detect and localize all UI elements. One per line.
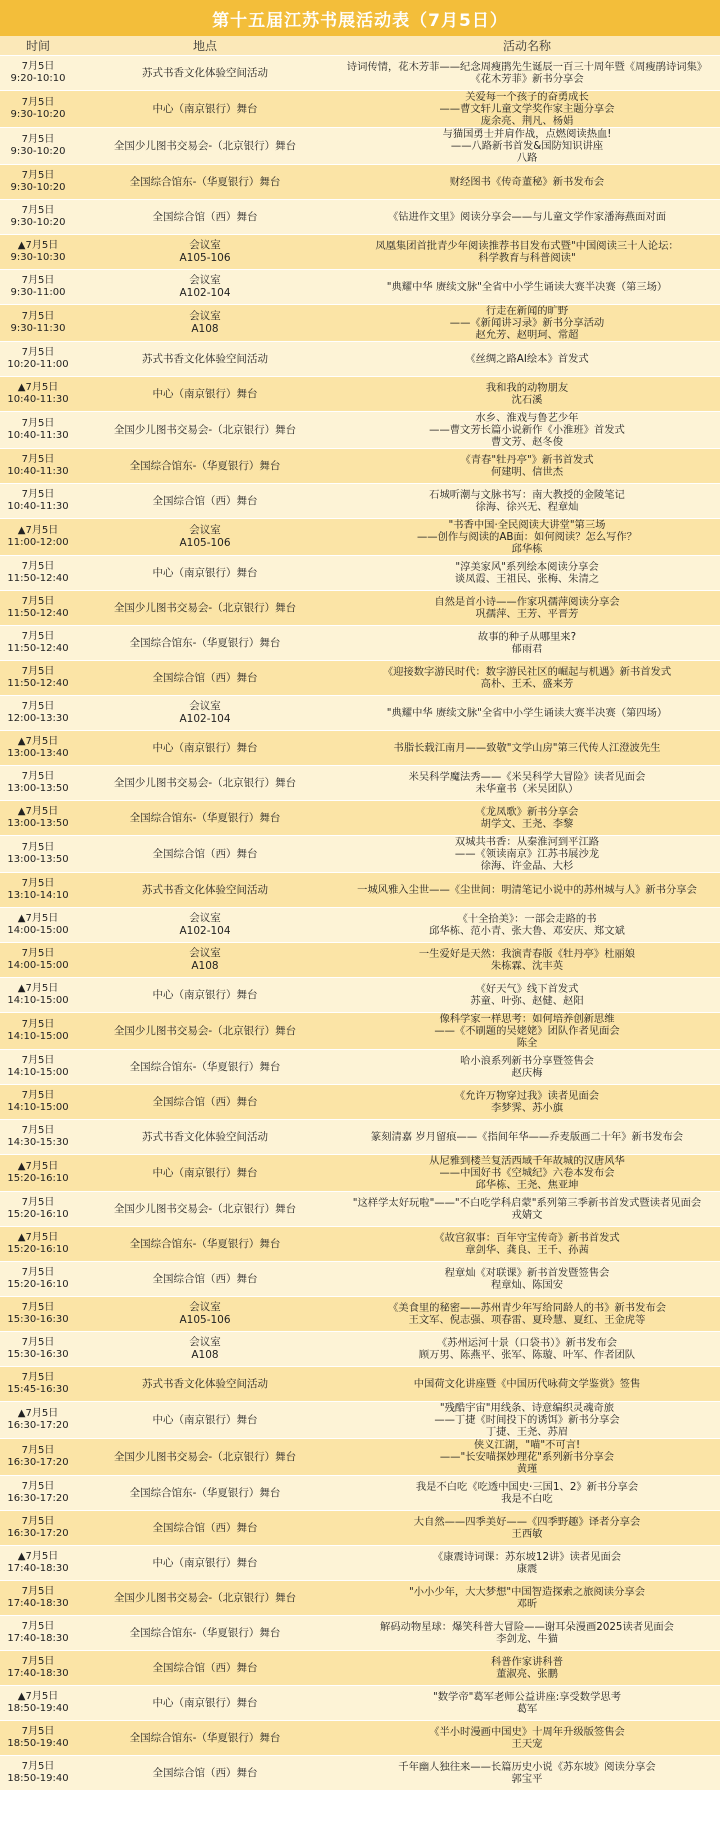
activity-cell: 程章灿《对联课》新书首发暨签售会 程章灿、陈国安 xyxy=(334,1262,720,1297)
activity-cell: 书脂长载江南月——致敬"文学山房"第三代传人江澄波先生 xyxy=(334,731,720,766)
activity-cell: "这样学太好玩啦"——"不白吃学科启蒙"系列第三季新书首发式暨读者见面会 戎婧文 xyxy=(334,1192,720,1227)
activity-cell: 科普作家讲科普 董淑亮、张鹏 xyxy=(334,1651,720,1686)
table-row xyxy=(0,1651,720,1686)
table-row xyxy=(0,1227,720,1262)
venue-cell: 会议室 A105-106 xyxy=(76,519,334,556)
time-cell: 7月5日 16:30-17:20 xyxy=(0,1439,76,1476)
activity-cell: 侠义江湖，"喵"不可言! ——"长安喵探妙理花"系列新书分享会 黄瑾 xyxy=(334,1439,720,1476)
venue-cell: 全国综合馆（西）舞台 xyxy=(76,1511,334,1546)
table-row xyxy=(0,591,720,626)
venue-cell: 全国综合馆（西）舞台 xyxy=(76,1262,334,1297)
time-cell: 7月5日 16:30-17:20 xyxy=(0,1476,76,1511)
time-cell: 7月5日 10:40-11:30 xyxy=(0,412,76,449)
time-cell: 7月5日 14:00-15:00 xyxy=(0,943,76,978)
activity-cell: 大自然——四季美好——《四季野趣》译者分享会 王西敏 xyxy=(334,1511,720,1546)
column-header-time: 时间 xyxy=(0,36,76,56)
table-row xyxy=(0,1297,720,1332)
time-cell: 7月5日 17:40-18:30 xyxy=(0,1616,76,1651)
table-row xyxy=(0,1546,720,1581)
activity-cell: 《美食里的秘密——苏州青少年写给同龄人的书》新书发布会 王文军、倪志强、项春雷、夏玲慧、夏红、王金虎等 xyxy=(334,1297,720,1332)
table-row xyxy=(0,1367,720,1402)
venue-cell: 苏式书香文化体验空间活动 xyxy=(76,342,334,377)
table-row xyxy=(0,731,720,766)
table-row xyxy=(0,56,720,91)
table-row xyxy=(0,1476,720,1511)
table-row xyxy=(0,412,720,449)
venue-cell: 会议室 A108 xyxy=(76,1332,334,1367)
activity-cell: 《十全拾美》：一部会走路的书 邱华栋、范小青、张大鲁、邓安庆、郑文斌 xyxy=(334,908,720,943)
activity-cell: 《青春"牡丹亭"》新书首发式 何建明、信世杰 xyxy=(334,449,720,484)
table-row xyxy=(0,873,720,908)
table-header xyxy=(0,36,720,56)
activity-cell: "数学帝"葛军老师公益讲座:享受数学思考 葛军 xyxy=(334,1686,720,1721)
table-row xyxy=(0,626,720,661)
page-title: 第十五届江苏书展活动表（7月5日） xyxy=(212,10,508,31)
venue-cell: 全国少儿图书交易会-（北京银行）舞台 xyxy=(76,128,334,165)
column-header-venue: 地点 xyxy=(76,36,334,56)
table-row xyxy=(0,1120,720,1155)
time-cell: ▲7月5日 14:10-15:00 xyxy=(0,978,76,1013)
time-cell: ▲7月5日 13:00-13:50 xyxy=(0,801,76,836)
venue-cell: 中心（南京银行）舞台 xyxy=(76,1155,334,1192)
table-row xyxy=(0,200,720,235)
table-row xyxy=(0,661,720,696)
table-row xyxy=(0,1085,720,1120)
time-cell: ▲7月5日 9:30-10:30 xyxy=(0,235,76,270)
venue-cell: 中心（南京银行）舞台 xyxy=(76,1402,334,1439)
venue-cell: 全国综合馆（西）舞台 xyxy=(76,1756,334,1791)
venue-cell: 苏式书香文化体验空间活动 xyxy=(76,1367,334,1402)
activity-cell: 一生爱好是天然：我演青春版《牡丹亭》杜丽娘 朱栋霖、沈丰英 xyxy=(334,943,720,978)
table-row xyxy=(0,908,720,943)
venue-cell: 全国综合馆（西）舞台 xyxy=(76,200,334,235)
time-cell: 7月5日 11:50-12:40 xyxy=(0,591,76,626)
venue-cell: 会议室 A108 xyxy=(76,305,334,342)
time-cell: 7月5日 12:00-13:30 xyxy=(0,696,76,731)
activity-cell: 《苏州运河十景（口袋书）》新书发布会 顾万男、陈燕平、张军、陈璇、叶军、作者团队 xyxy=(334,1332,720,1367)
venue-cell: 会议室 A102-104 xyxy=(76,696,334,731)
venue-cell: 全国综合馆（西）舞台 xyxy=(76,661,334,696)
time-cell: 7月5日 10:20-11:00 xyxy=(0,342,76,377)
venue-cell: 苏式书香文化体验空间活动 xyxy=(76,56,334,91)
time-cell: 7月5日 17:40-18:30 xyxy=(0,1651,76,1686)
time-cell: 7月5日 16:30-17:20 xyxy=(0,1511,76,1546)
time-cell: 7月5日 17:40-18:30 xyxy=(0,1581,76,1616)
table-row xyxy=(0,1616,720,1651)
table-row xyxy=(0,1721,720,1756)
activity-cell: 与猫国勇士并肩作战，点燃阅读热血! ——八路新书首发&国防知识讲座 八路 xyxy=(334,128,720,165)
time-cell: 7月5日 18:50-19:40 xyxy=(0,1721,76,1756)
time-cell: 7月5日 14:10-15:00 xyxy=(0,1085,76,1120)
venue-cell: 全国综合馆东-（华夏银行）舞台 xyxy=(76,626,334,661)
activity-cell: 《康震诗词课：苏东坡12讲》读者见面会 康震 xyxy=(334,1546,720,1581)
activity-cell: "小小少年，大大梦想"中国智造探索之旅阅读分享会 邓昕 xyxy=(334,1581,720,1616)
table-row xyxy=(0,943,720,978)
table-row xyxy=(0,1756,720,1791)
venue-cell: 全国综合馆东-（华夏银行）舞台 xyxy=(76,449,334,484)
table-row xyxy=(0,1439,720,1476)
venue-cell: 全国少儿图书交易会-（北京银行）舞台 xyxy=(76,1013,334,1050)
table-row xyxy=(0,1262,720,1297)
time-cell: 7月5日 14:10-15:00 xyxy=(0,1013,76,1050)
activity-cell: "残酷宇宙"用线条、诗意编织灵魂奇旅 ——丁捷《时间投下的诱饵》新书分享会 丁捷、王尧、苏眉 xyxy=(334,1402,720,1439)
venue-cell: 中心（南京银行）舞台 xyxy=(76,91,334,128)
time-cell: 7月5日 9:30-10:20 xyxy=(0,200,76,235)
activity-cell: 双城共书香：从秦淮河到平江路 ——《领读南京》江苏书展沙龙 徐海、许金晶、大杉 xyxy=(334,836,720,873)
time-cell: 7月5日 18:50-19:40 xyxy=(0,1756,76,1791)
activity-cell: 《故宫叙事：百年守宝传奇》新书首发式 章剑华、龚良、王千、孙茜 xyxy=(334,1227,720,1262)
activity-cell: 从尼雅到楼兰复活西域千年故城的汉唐风华 ——中国好书《空城纪》六卷本发布会 邱华栋、王尧、焦亚坤 xyxy=(334,1155,720,1192)
table-row xyxy=(0,696,720,731)
activity-cell: 《好天气》线下首发式 苏童、叶弥、赵健、赵阳 xyxy=(334,978,720,1013)
venue-cell: 全国综合馆东-（华夏银行）舞台 xyxy=(76,1721,334,1756)
venue-cell: 中心（南京银行）舞台 xyxy=(76,556,334,591)
venue-cell: 会议室 A105-106 xyxy=(76,1297,334,1332)
activity-cell: "书香中国·全民阅读大讲堂"第三场 ——创作与阅读的AB面：如何阅读？怎么写作？ 邱华栋 xyxy=(334,519,720,556)
table-row xyxy=(0,449,720,484)
table-row xyxy=(0,1511,720,1546)
venue-cell: 全国少儿图书交易会-（北京银行）舞台 xyxy=(76,766,334,801)
venue-cell: 全国综合馆东-（华夏银行）舞台 xyxy=(76,1050,334,1085)
time-cell: 7月5日 15:20-16:10 xyxy=(0,1192,76,1227)
venue-cell: 会议室 A108 xyxy=(76,943,334,978)
activity-cell: 我是不白吃《吃透中国史·三国1、2》新书分享会 我是不白吃 xyxy=(334,1476,720,1511)
table-row xyxy=(0,1332,720,1367)
time-cell: 7月5日 9:20-10:10 xyxy=(0,56,76,91)
activity-cell: 《钻进作文里》阅读分享会——与儿童文学作家潘海燕面对面 xyxy=(334,200,720,235)
activity-cell: 关爱每一个孩子的奋勇成长 ——曹文轩儿童文学奖作家主题分享会 庞余亮、荆凡、杨娟 xyxy=(334,91,720,128)
time-cell: ▲7月5日 17:40-18:30 xyxy=(0,1546,76,1581)
venue-cell: 会议室 A102-104 xyxy=(76,908,334,943)
activity-cell: 故事的种子从哪里来? 郁雨君 xyxy=(334,626,720,661)
time-cell: 7月5日 13:00-13:50 xyxy=(0,766,76,801)
activity-cell: 中国荷文化讲座暨《中国历代咏荷文学鉴赏》签售 xyxy=(334,1367,720,1402)
venue-cell: 全国综合馆（西）舞台 xyxy=(76,836,334,873)
header-row xyxy=(0,36,720,56)
time-cell: 7月5日 13:10-14:10 xyxy=(0,873,76,908)
time-cell: ▲7月5日 18:50-19:40 xyxy=(0,1686,76,1721)
time-cell: 7月5日 15:45-16:30 xyxy=(0,1367,76,1402)
time-cell: ▲7月5日 11:00-12:00 xyxy=(0,519,76,556)
venue-cell: 会议室 A102-104 xyxy=(76,270,334,305)
table-row xyxy=(0,165,720,200)
time-cell: 7月5日 9:30-11:00 xyxy=(0,270,76,305)
activity-cell: 像科学家一样思考：如何培养创新思维 ——《不刷题的吴姥姥》团队作者见面会 陈全 xyxy=(334,1013,720,1050)
activity-cell: 《丝绸之路AI绘本》首发式 xyxy=(334,342,720,377)
venue-cell: 中心（南京银行）舞台 xyxy=(76,1686,334,1721)
table-row xyxy=(0,556,720,591)
activity-cell: 石城听潮与文脉书写：南大教授的金陵笔记 徐海、徐兴无、程章灿 xyxy=(334,484,720,519)
table-row xyxy=(0,1050,720,1085)
time-cell: 7月5日 9:30-10:20 xyxy=(0,165,76,200)
table-row xyxy=(0,1402,720,1439)
activity-cell: 自然是首小诗——作家巩孺萍阅读分享会 巩孺萍、王芳、平晋芳 xyxy=(334,591,720,626)
time-cell: 7月5日 11:50-12:40 xyxy=(0,661,76,696)
activity-cell: 凤凰集团首批青少年阅读推荐书目发布式暨"中国阅读三十人论坛： 科学教育与科普阅读" xyxy=(334,235,720,270)
activity-cell: "典耀中华 赓续文脉"全省中小学生诵读大赛半决赛（第三场） xyxy=(334,270,720,305)
table-row xyxy=(0,235,720,270)
activity-cell: 哈小浪系列新书分享暨签售会 赵庆梅 xyxy=(334,1050,720,1085)
table-body xyxy=(0,56,720,1791)
venue-cell: 全国综合馆东-（华夏银行）舞台 xyxy=(76,1476,334,1511)
column-header-activity: 活动名称 xyxy=(334,36,720,56)
activity-cell: 解码动物星球：爆笑科普大冒险——谢耳朵漫画2025读者见面会 李剑龙、牛猫 xyxy=(334,1616,720,1651)
time-cell: ▲7月5日 10:40-11:30 xyxy=(0,377,76,412)
venue-cell: 全国综合馆（西）舞台 xyxy=(76,484,334,519)
venue-cell: 全国综合馆东-（华夏银行）舞台 xyxy=(76,165,334,200)
activity-cell: 一城风雅入尘世——《尘世间：明清笔记小说中的苏州城与人》新书分享会 xyxy=(334,873,720,908)
venue-cell: 苏式书香文化体验空间活动 xyxy=(76,873,334,908)
table-row xyxy=(0,836,720,873)
venue-cell: 中心（南京银行）舞台 xyxy=(76,731,334,766)
time-cell: ▲7月5日 16:30-17:20 xyxy=(0,1402,76,1439)
time-cell: 7月5日 11:50-12:40 xyxy=(0,626,76,661)
venue-cell: 全国综合馆东-（华夏银行）舞台 xyxy=(76,1227,334,1262)
activity-cell: 行走在新闻的旷野 ——《新闻讲习录》新书分享活动 赵允芳、赵明珂、常超 xyxy=(334,305,720,342)
table-row xyxy=(0,801,720,836)
activity-cell: "淳美家风"系列绘本阅读分享会 谈凤霞、王祖民、张梅、朱清之 xyxy=(334,556,720,591)
venue-cell: 全国少儿图书交易会-（北京银行）舞台 xyxy=(76,1192,334,1227)
activity-cell: 《迎接数字游民时代：数字游民社区的崛起与机遇》新书首发式 高朴、王禾、盛来芳 xyxy=(334,661,720,696)
table-row xyxy=(0,342,720,377)
time-cell: 7月5日 11:50-12:40 xyxy=(0,556,76,591)
venue-cell: 全国综合馆东-（华夏银行）舞台 xyxy=(76,801,334,836)
venue-cell: 全国综合馆（西）舞台 xyxy=(76,1085,334,1120)
table-row xyxy=(0,766,720,801)
time-cell: ▲7月5日 15:20-16:10 xyxy=(0,1227,76,1262)
table-row xyxy=(0,1013,720,1050)
venue-cell: 会议室 A105-106 xyxy=(76,235,334,270)
venue-cell: 中心（南京银行）舞台 xyxy=(76,1546,334,1581)
time-cell: 7月5日 9:30-10:20 xyxy=(0,128,76,165)
venue-cell: 全国综合馆东-（华夏银行）舞台 xyxy=(76,1616,334,1651)
activity-cell: 《半小时漫画中国史》十周年升级版签售会 王天宠 xyxy=(334,1721,720,1756)
time-cell: 7月5日 14:10-15:00 xyxy=(0,1050,76,1085)
table-row xyxy=(0,484,720,519)
time-cell: 7月5日 10:40-11:30 xyxy=(0,484,76,519)
time-cell: 7月5日 13:00-13:50 xyxy=(0,836,76,873)
page-header xyxy=(0,0,720,36)
activity-cell: 千年幽人独往来——长篇历史小说《苏东坡》阅读分享会 郭宝平 xyxy=(334,1756,720,1791)
venue-cell: 苏式书香文化体验空间活动 xyxy=(76,1120,334,1155)
table-row xyxy=(0,377,720,412)
time-cell: ▲7月5日 15:20-16:10 xyxy=(0,1155,76,1192)
venue-cell: 全国少儿图书交易会-（北京银行）舞台 xyxy=(76,591,334,626)
activity-cell: 诗词传情，花木芳菲——纪念周瘦鹃先生诞辰一百三十周年暨《周瘦鹃诗词集》 《花木芳菲》新书分享会 xyxy=(334,56,720,91)
table-row xyxy=(0,1686,720,1721)
venue-cell: 全国少儿图书交易会-（北京银行）舞台 xyxy=(76,1439,334,1476)
table-row xyxy=(0,128,720,165)
time-cell: 7月5日 15:30-16:30 xyxy=(0,1297,76,1332)
table-row xyxy=(0,91,720,128)
time-cell: 7月5日 9:30-10:20 xyxy=(0,91,76,128)
table-row xyxy=(0,978,720,1013)
activity-cell: 财经图书《传奇董秘》新书发布会 xyxy=(334,165,720,200)
activity-cell: 《龙凤歌》新书分享会 胡学文、王尧、李黎 xyxy=(334,801,720,836)
activity-cell: 水乡、淮戏与鲁艺少年 ——曹文芳长篇小说新作《小淮班》首发式 曹文芳、赵冬俊 xyxy=(334,412,720,449)
venue-cell: 全国少儿图书交易会-（北京银行）舞台 xyxy=(76,412,334,449)
time-cell: ▲7月5日 13:00-13:40 xyxy=(0,731,76,766)
table-row xyxy=(0,1581,720,1616)
time-cell: 7月5日 15:20-16:10 xyxy=(0,1262,76,1297)
time-cell: ▲7月5日 14:00-15:00 xyxy=(0,908,76,943)
time-cell: 7月5日 10:40-11:30 xyxy=(0,449,76,484)
table-row xyxy=(0,1192,720,1227)
activity-cell: 我和我的动物朋友 沈石溪 xyxy=(334,377,720,412)
activity-cell: 《允许万物穿过我》读者见面会 李梦霁、苏小旗 xyxy=(334,1085,720,1120)
venue-cell: 全国少儿图书交易会-（北京银行）舞台 xyxy=(76,1581,334,1616)
activity-cell: 米吴科学魔法秀——《米吴科学大冒险》读者见面会 未华童书（米吴团队） xyxy=(334,766,720,801)
schedule-table xyxy=(0,36,720,1791)
activity-cell: "典耀中华 赓续文脉"全省中小学生诵读大赛半决赛（第四场） xyxy=(334,696,720,731)
time-cell: 7月5日 9:30-11:30 xyxy=(0,305,76,342)
time-cell: 7月5日 15:30-16:30 xyxy=(0,1332,76,1367)
venue-cell: 中心（南京银行）舞台 xyxy=(76,978,334,1013)
table-row xyxy=(0,1155,720,1192)
table-row xyxy=(0,519,720,556)
venue-cell: 中心（南京银行）舞台 xyxy=(76,377,334,412)
venue-cell: 全国综合馆（西）舞台 xyxy=(76,1651,334,1686)
table-row xyxy=(0,305,720,342)
time-cell: 7月5日 14:30-15:30 xyxy=(0,1120,76,1155)
activity-cell: 篆刻清嘉 岁月留痕——《指间年华——乔麦版画二十年》新书发布会 xyxy=(334,1120,720,1155)
table-row xyxy=(0,270,720,305)
